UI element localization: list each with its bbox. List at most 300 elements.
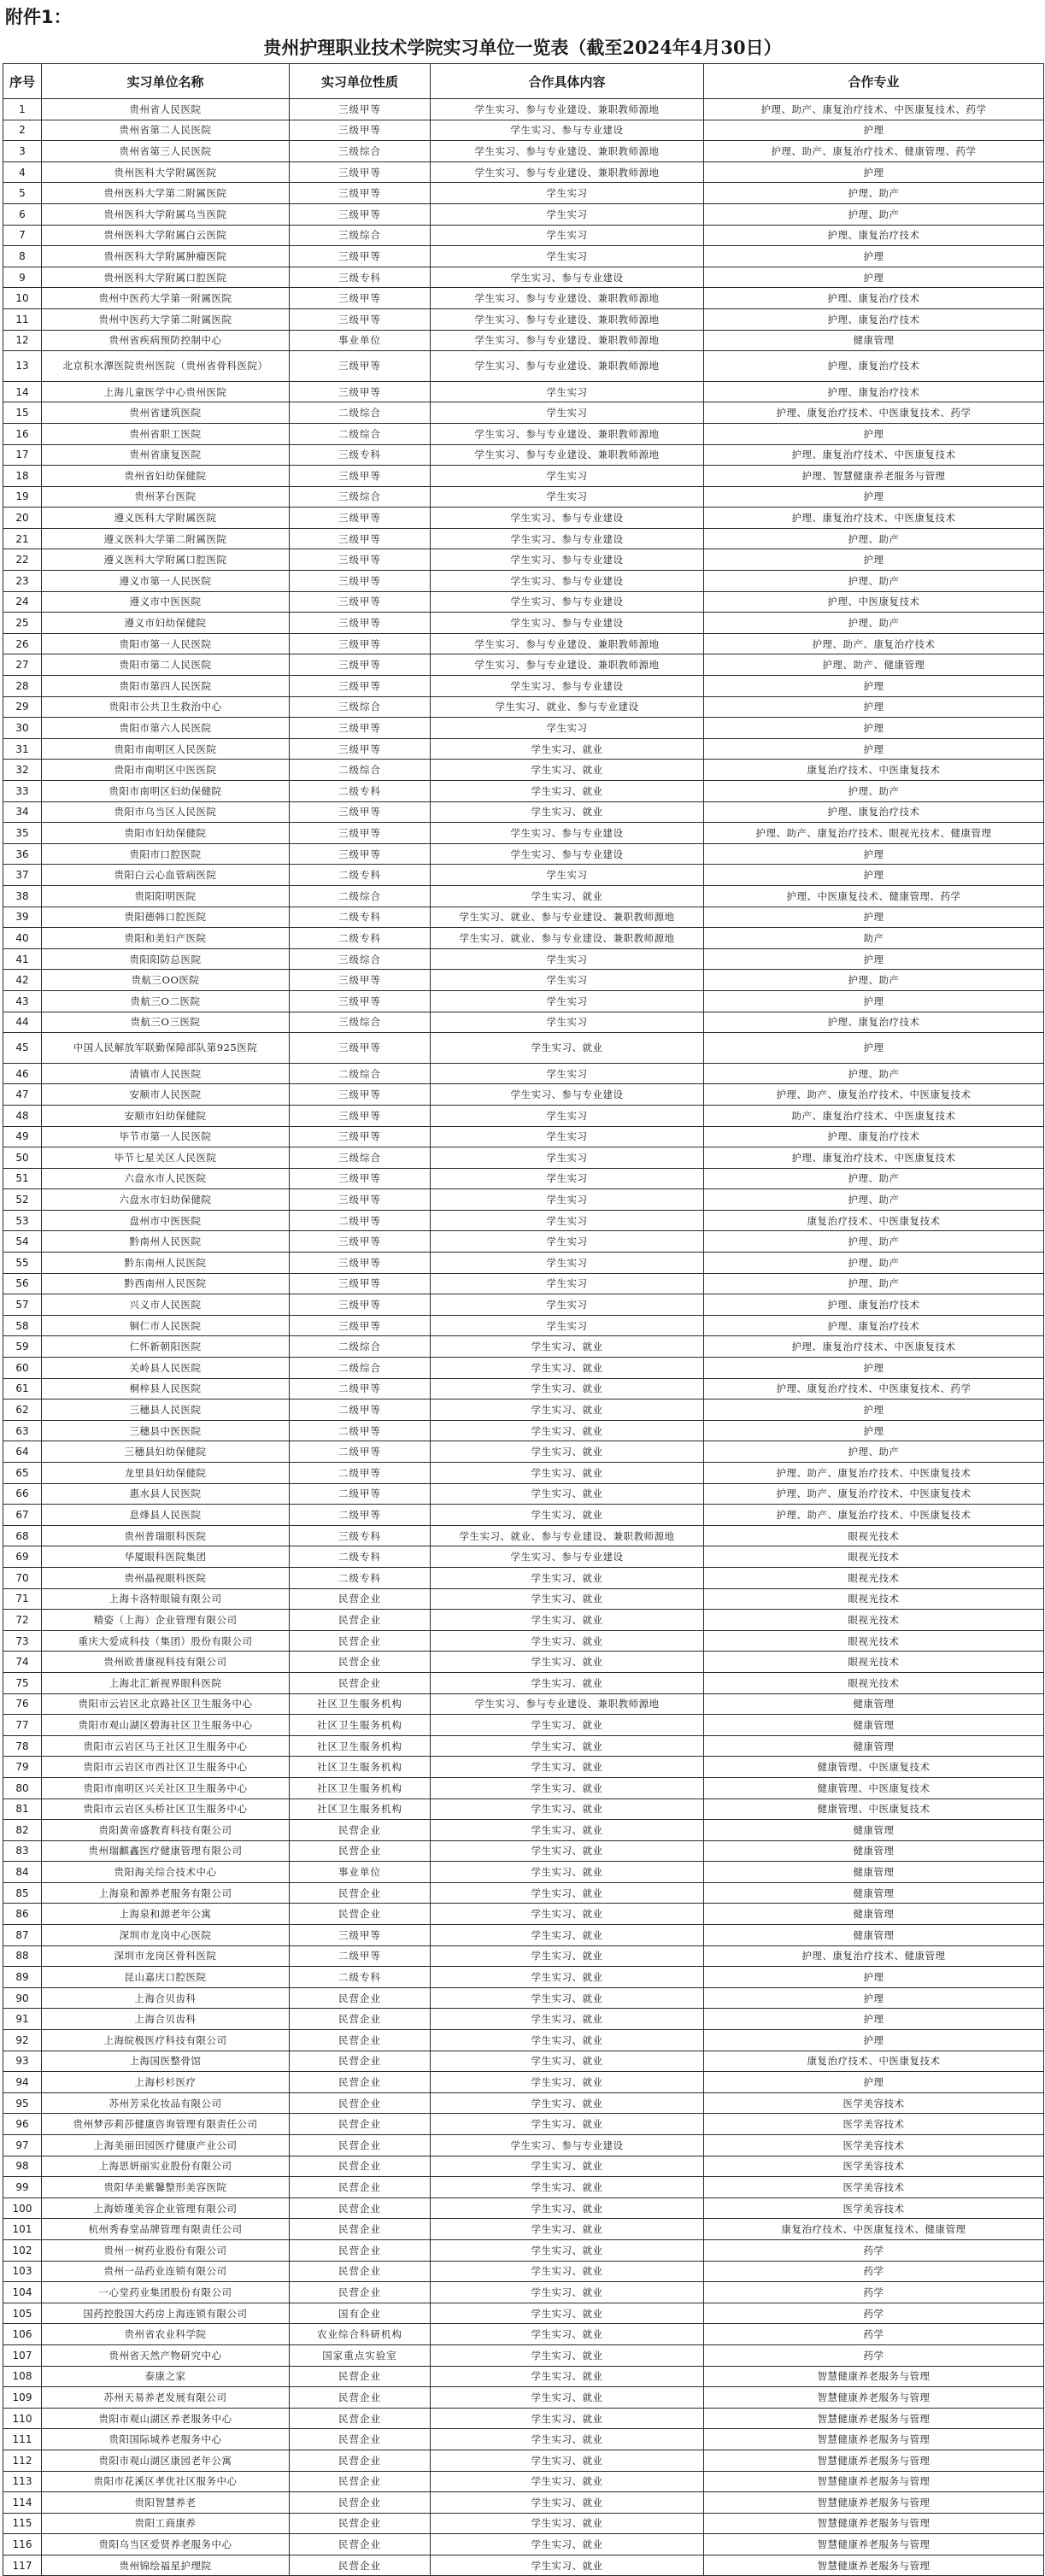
cooperation-content: 学生实习、参与专业建设: [431, 591, 704, 613]
unit-type: 三级甲等: [290, 1925, 431, 1946]
unit-type: 三级综合: [290, 225, 431, 246]
row-number: 32: [3, 760, 42, 781]
row-number: 18: [3, 466, 42, 487]
row-number: 82: [3, 1820, 42, 1841]
row-number: 80: [3, 1777, 42, 1799]
table-row: [3, 2324, 1044, 2345]
unit-type: 社区卫生服务机构: [290, 1757, 431, 1778]
cooperation-major: 护理、助产、康复治疗技术、健康管理、药学: [704, 141, 1044, 162]
table-row: [3, 2051, 1044, 2072]
row-number: 54: [3, 1231, 42, 1253]
row-number: 49: [3, 1126, 42, 1147]
table-row: [3, 2261, 1044, 2282]
cooperation-content: 学生实习、就业: [431, 2072, 704, 2093]
unit-name: 贵阳国际城养老服务中心: [42, 2429, 290, 2450]
unit-name: 上海合贝齿科: [42, 2009, 290, 2030]
unit-name: 贵阳华美紫馨整形美容医院: [42, 2177, 290, 2198]
row-number: 23: [3, 571, 42, 592]
table-row: [3, 308, 1044, 330]
cooperation-content: 学生实习、就业: [431, 1757, 704, 1778]
cooperation-major: 药学: [704, 2324, 1044, 2345]
cooperation-content: 学生实习: [431, 1126, 704, 1147]
unit-name: 贵阳市云岩区市西社区卫生服务中心: [42, 1757, 290, 1778]
cooperation-major: 护理: [704, 865, 1044, 886]
unit-name: 上海合贝齿科: [42, 1987, 290, 2009]
unit-type: 三级甲等: [290, 183, 431, 204]
unit-name: 贵州省疾病预防控制中心: [42, 330, 290, 351]
cooperation-major: 智慧健康养老服务与管理: [704, 2492, 1044, 2514]
unit-name: 贵州省人民医院: [42, 99, 290, 120]
unit-name: 贵阳市南明区中医医院: [42, 760, 290, 781]
unit-type: 社区卫生服务机构: [290, 1735, 431, 1757]
row-number: 39: [3, 907, 42, 928]
unit-type: 民营企业: [290, 1672, 431, 1693]
cooperation-major: 药学: [704, 2239, 1044, 2261]
table-row: [3, 1105, 1044, 1126]
cooperation-content: 学生实习、就业: [431, 2177, 704, 2198]
cooperation-major: 健康管理、中医康复技术: [704, 1757, 1044, 1778]
cooperation-content: 学生实习: [431, 183, 704, 204]
table-row: [3, 1399, 1044, 1421]
table-row: [3, 1967, 1044, 1988]
cooperation-content: 学生实习、就业: [431, 2324, 704, 2345]
header-no: 序号: [3, 64, 42, 99]
cooperation-content: 学生实习、就业: [431, 1033, 704, 1064]
cooperation-content: 学生实习: [431, 381, 704, 402]
unit-type: 三级甲等: [290, 99, 431, 120]
unit-name: 贵州医科大学附属乌当医院: [42, 203, 290, 225]
row-number: 69: [3, 1546, 42, 1568]
unit-type: 二级综合: [290, 1063, 431, 1084]
unit-name: 贵阳市南明区人民医院: [42, 738, 290, 760]
unit-name: 贵阳市花溪区孝优社区服务中心: [42, 2471, 290, 2492]
table-row: [3, 1652, 1044, 1673]
cooperation-major: 护理: [704, 267, 1044, 288]
row-number: 21: [3, 528, 42, 549]
cooperation-major: 健康管理: [704, 330, 1044, 351]
cooperation-major: 智慧健康养老服务与管理: [704, 2408, 1044, 2429]
cooperation-content: 学生实习: [431, 718, 704, 739]
unit-type: 民营企业: [290, 2177, 431, 2198]
row-number: 16: [3, 423, 42, 444]
cooperation-content: 学生实习、参与专业建设: [431, 676, 704, 697]
unit-type: 二级综合: [290, 1336, 431, 1358]
row-number: 40: [3, 928, 42, 949]
row-number: 66: [3, 1483, 42, 1505]
cooperation-major: 医学美容技术: [704, 2156, 1044, 2177]
row-number: 65: [3, 1463, 42, 1484]
cooperation-major: 护理、助产、康复治疗技术、中医康复技术: [704, 1463, 1044, 1484]
cooperation-major: 护理、助产: [704, 1253, 1044, 1274]
cooperation-major: 眼视光技术: [704, 1588, 1044, 1610]
unit-type: 民营企业: [290, 2219, 431, 2240]
cooperation-major: 护理、助产、康复治疗技术、中医康复技术: [704, 1084, 1044, 1106]
cooperation-content: 学生实习、就业: [431, 2051, 704, 2072]
table-row: [3, 970, 1044, 991]
unit-name: 精姿（上海）企业管理有限公司: [42, 1610, 290, 1631]
unit-name: 贵阳乌当区爱贤养老服务中心: [42, 2534, 290, 2555]
cooperation-major: 助产、康复治疗技术、中医康复技术: [704, 1105, 1044, 1126]
table-row: [3, 1735, 1044, 1757]
cooperation-content: 学生实习、就业、参与专业建设、兼职教师源地: [431, 928, 704, 949]
row-number: 115: [3, 2513, 42, 2534]
cooperation-major: 护理、助产: [704, 1168, 1044, 1189]
table-row: [3, 718, 1044, 739]
unit-type: 民营企业: [290, 1987, 431, 2009]
cooperation-content: 学生实习、参与专业建设: [431, 1084, 704, 1106]
cooperation-major: 眼视光技术: [704, 1610, 1044, 1631]
unit-type: 三级甲等: [290, 738, 431, 760]
row-number: 114: [3, 2492, 42, 2514]
cooperation-major: 医学美容技术: [704, 2177, 1044, 2198]
row-number: 109: [3, 2387, 42, 2409]
table-row: [3, 907, 1044, 928]
cooperation-content: 学生实习、就业: [431, 2408, 704, 2429]
cooperation-content: 学生实习: [431, 1063, 704, 1084]
row-number: 87: [3, 1925, 42, 1946]
table-row: [3, 1546, 1044, 1568]
row-number: 103: [3, 2261, 42, 2282]
unit-name: 贵州省职工医院: [42, 423, 290, 444]
cooperation-major: 护理、助产、健康管理: [704, 654, 1044, 676]
cooperation-content: 学生实习: [431, 1253, 704, 1274]
table-row: [3, 351, 1044, 382]
row-number: 77: [3, 1715, 42, 1736]
cooperation-content: 学生实习: [431, 246, 704, 267]
unit-name: 一心堂药业集团股份有限公司: [42, 2282, 290, 2303]
row-number: 3: [3, 141, 42, 162]
table-row: [3, 2344, 1044, 2366]
cooperation-content: 学生实习、参与专业建设、兼职教师源地: [431, 308, 704, 330]
cooperation-content: 学生实习、参与专业建设: [431, 267, 704, 288]
cooperation-major: 药学: [704, 2303, 1044, 2324]
table-row: [3, 1904, 1044, 1925]
cooperation-content: 学生实习、参与专业建设: [431, 2135, 704, 2156]
row-number: 68: [3, 1525, 42, 1546]
row-number: 96: [3, 2114, 42, 2135]
unit-name: 安顺市人民医院: [42, 1084, 290, 1106]
unit-name: 六盘水市人民医院: [42, 1168, 290, 1189]
table-row: [3, 1945, 1044, 1967]
cooperation-content: 学生实习、就业: [431, 1715, 704, 1736]
cooperation-content: 学生实习: [431, 1273, 704, 1294]
row-number: 117: [3, 2555, 42, 2576]
unit-name: 贵州医科大学附属肿瘤医院: [42, 246, 290, 267]
cooperation-content: 学生实习、就业: [431, 1420, 704, 1441]
table-row: [3, 948, 1044, 970]
unit-type: 三级甲等: [290, 843, 431, 865]
cooperation-major: 健康管理、中医康复技术: [704, 1777, 1044, 1799]
cooperation-content: 学生实习: [431, 1315, 704, 1336]
row-number: 53: [3, 1210, 42, 1231]
cooperation-major: 医学美容技术: [704, 2114, 1044, 2135]
cooperation-major: 护理: [704, 246, 1044, 267]
cooperation-content: 学生实习、就业: [431, 1945, 704, 1967]
row-number: 92: [3, 2030, 42, 2051]
unit-type: 社区卫生服务机构: [290, 1777, 431, 1799]
internship-units-table: [3, 63, 1044, 2576]
unit-type: 三级甲等: [290, 1231, 431, 1253]
cooperation-major: 护理、助产: [704, 1273, 1044, 1294]
cooperation-major: 眼视光技术: [704, 1652, 1044, 1673]
row-number: 83: [3, 1840, 42, 1862]
cooperation-content: 学生实习: [431, 486, 704, 508]
unit-type: 三级综合: [290, 948, 431, 970]
cooperation-major: 康复治疗技术、中医康复技术、健康管理: [704, 2219, 1044, 2240]
cooperation-major: 护理、助产、康复治疗技术、中医康复技术、药学: [704, 99, 1044, 120]
cooperation-major: 智慧健康养老服务与管理: [704, 2450, 1044, 2471]
cooperation-content: 学生实习: [431, 865, 704, 886]
table-row: [3, 1505, 1044, 1526]
unit-name: 贵阳市第六人民医院: [42, 718, 290, 739]
unit-name: 苏州芳采化妆品有限公司: [42, 2092, 290, 2114]
table-row: [3, 1253, 1044, 1274]
cooperation-major: 护理: [704, 696, 1044, 718]
unit-type: 二级综合: [290, 1358, 431, 1379]
cooperation-content: 学生实习、参与专业建设: [431, 549, 704, 571]
unit-type: 三级甲等: [290, 1168, 431, 1189]
cooperation-content: 学生实习、就业: [431, 1610, 704, 1631]
row-number: 88: [3, 1945, 42, 1967]
cooperation-content: 学生实习: [431, 203, 704, 225]
cooperation-content: 学生实习、就业: [431, 1630, 704, 1652]
row-number: 8: [3, 246, 42, 267]
cooperation-major: 药学: [704, 2261, 1044, 2282]
cooperation-content: 学生实习、就业: [431, 2156, 704, 2177]
unit-name: 上海思妍丽实业股份有限公司: [42, 2156, 290, 2177]
cooperation-major: 护理、助产: [704, 781, 1044, 802]
cooperation-content: 学生实习、参与专业建设: [431, 508, 704, 529]
row-number: 31: [3, 738, 42, 760]
cooperation-major: 护理、康复治疗技术: [704, 308, 1044, 330]
table-row: [3, 2009, 1044, 2030]
unit-name: 贵州锦绘福星护理院: [42, 2555, 290, 2576]
unit-name: 贵阳海关综合技术中心: [42, 1862, 290, 1883]
row-number: 13: [3, 351, 42, 382]
row-number: 22: [3, 549, 42, 571]
row-number: 34: [3, 801, 42, 823]
table-row: [3, 1840, 1044, 1862]
unit-type: 三级甲等: [290, 1315, 431, 1336]
unit-name: 上海儿童医学中心贵州医院: [42, 381, 290, 402]
table-row: [3, 2135, 1044, 2156]
unit-type: 民营企业: [290, 2239, 431, 2261]
table-row: [3, 549, 1044, 571]
cooperation-content: 学生实习、参与专业建设: [431, 571, 704, 592]
unit-name: 铜仁市人民医院: [42, 1315, 290, 1336]
cooperation-content: 学生实习、就业: [431, 760, 704, 781]
table-row: [3, 633, 1044, 654]
cooperation-content: 学生实习、就业: [431, 738, 704, 760]
unit-type: 二级甲等: [290, 1505, 431, 1526]
unit-name: 毕节七星关区人民医院: [42, 1147, 290, 1169]
unit-type: 三级甲等: [290, 246, 431, 267]
unit-name: 六盘水市妇幼保健院: [42, 1189, 290, 1211]
table-row: [3, 1672, 1044, 1693]
cooperation-major: 护理、助产、康复治疗技术、眼视光技术、健康管理: [704, 823, 1044, 844]
row-number: 6: [3, 203, 42, 225]
cooperation-content: 学生实习、就业: [431, 1967, 704, 1988]
row-number: 25: [3, 613, 42, 634]
cooperation-major: 眼视光技术: [704, 1630, 1044, 1652]
cooperation-content: 学生实习、就业: [431, 1378, 704, 1399]
row-number: 62: [3, 1399, 42, 1421]
cooperation-major: 护理、中医康复技术: [704, 591, 1044, 613]
row-number: 84: [3, 1862, 42, 1883]
row-number: 42: [3, 970, 42, 991]
cooperation-major: 智慧健康养老服务与管理: [704, 2366, 1044, 2387]
unit-name: 黔东南州人民医院: [42, 1253, 290, 1274]
table-row: [3, 591, 1044, 613]
row-number: 75: [3, 1672, 42, 1693]
unit-type: 二级专科: [290, 907, 431, 928]
cooperation-major: 护理、康复治疗技术、中医康复技术、药学: [704, 402, 1044, 424]
cooperation-major: 眼视光技术: [704, 1567, 1044, 1588]
unit-type: 民营企业: [290, 2471, 431, 2492]
table-row: [3, 1294, 1044, 1316]
unit-name: 贵阳德韩口腔医院: [42, 907, 290, 928]
table-row: [3, 423, 1044, 444]
table-row: [3, 865, 1044, 886]
header-unit-name: 实习单位名称: [42, 64, 290, 99]
row-number: 73: [3, 1630, 42, 1652]
unit-type: 三级甲等: [290, 571, 431, 592]
row-number: 51: [3, 1168, 42, 1189]
unit-name: 泰康之家: [42, 2366, 290, 2387]
unit-name: 上海美丽田园医疗健康产业公司: [42, 2135, 290, 2156]
cooperation-major: 护理: [704, 2072, 1044, 2093]
unit-name: 三穗县妇幼保健院: [42, 1441, 290, 1463]
unit-name: 三穗县中医医院: [42, 1420, 290, 1441]
unit-type: 三级综合: [290, 1147, 431, 1169]
unit-type: 国有企业: [290, 2303, 431, 2324]
table-row: [3, 1315, 1044, 1336]
cooperation-major: 药学: [704, 2282, 1044, 2303]
row-number: 90: [3, 1987, 42, 2009]
row-number: 38: [3, 885, 42, 907]
header-cooperation-major: 合作专业: [704, 64, 1044, 99]
table-row: [3, 1862, 1044, 1883]
table-row: [3, 1358, 1044, 1379]
row-number: 17: [3, 444, 42, 466]
unit-name: 重庆大爱成科技（集团）股份有限公司: [42, 1630, 290, 1652]
table-row: [3, 2471, 1044, 2492]
unit-type: 民营企业: [290, 2429, 431, 2450]
cooperation-major: 护理、康复治疗技术: [704, 1012, 1044, 1033]
cooperation-content: 学生实习、参与专业建设: [431, 613, 704, 634]
cooperation-major: 护理: [704, 1399, 1044, 1421]
unit-name: 桐梓县人民医院: [42, 1378, 290, 1399]
cooperation-major: 康复治疗技术、中医康复技术: [704, 760, 1044, 781]
table-row: [3, 1147, 1044, 1169]
unit-type: 二级综合: [290, 423, 431, 444]
cooperation-content: 学生实习、参与专业建设、兼职教师源地: [431, 99, 704, 120]
cooperation-content: 学生实习、参与专业建设、兼职教师源地: [431, 444, 704, 466]
cooperation-content: 学生实习、就业: [431, 2261, 704, 2282]
unit-name: 盘州市中医医院: [42, 1210, 290, 1231]
unit-name: 华厦眼科医院集团: [42, 1546, 290, 1568]
cooperation-major: 护理、助产、康复治疗技术、中医康复技术: [704, 1483, 1044, 1505]
cooperation-content: 学生实习、就业: [431, 1463, 704, 1484]
row-number: 37: [3, 865, 42, 886]
unit-type: 二级专科: [290, 865, 431, 886]
unit-name: 贵航三OO医院: [42, 970, 290, 991]
unit-name: 贵阳市观山湖区碧海社区卫生服务中心: [42, 1715, 290, 1736]
unit-name: 上海皖极医疗科技有限公司: [42, 2030, 290, 2051]
cooperation-major: 护理: [704, 2030, 1044, 2051]
unit-type: 三级甲等: [290, 1084, 431, 1106]
cooperation-content: 学生实习: [431, 1294, 704, 1316]
row-number: 26: [3, 633, 42, 654]
cooperation-major: 药学: [704, 2344, 1044, 2366]
unit-name: 贵州晶视眼科医院: [42, 1567, 290, 1588]
table-row: [3, 2513, 1044, 2534]
unit-name: 贵州省天然产物研究中心: [42, 2344, 290, 2366]
row-number: 101: [3, 2219, 42, 2240]
cooperation-major: 护理、助产: [704, 970, 1044, 991]
table-row: [3, 1012, 1044, 1033]
unit-name: 遵义医科大学附属口腔医院: [42, 549, 290, 571]
unit-name: 贵阳市第二人民医院: [42, 654, 290, 676]
unit-name: 贵阳市妇幼保健院: [42, 823, 290, 844]
cooperation-content: 学生实习、就业: [431, 2009, 704, 2030]
cooperation-major: 护理、助产: [704, 203, 1044, 225]
unit-name: 黔西南州人民医院: [42, 1273, 290, 1294]
unit-name: 安顺市妇幼保健院: [42, 1105, 290, 1126]
unit-name: 贵阳阳明医院: [42, 885, 290, 907]
unit-type: 三级甲等: [290, 1294, 431, 1316]
table-row: [3, 801, 1044, 823]
table-row: [3, 528, 1044, 549]
cooperation-content: 学生实习、就业: [431, 1820, 704, 1841]
table-row: [3, 571, 1044, 592]
unit-type: 民营企业: [290, 1820, 431, 1841]
table-row: [3, 2282, 1044, 2303]
unit-type: 二级甲等: [290, 1399, 431, 1421]
row-number: 27: [3, 654, 42, 676]
table-row: [3, 2198, 1044, 2219]
unit-name: 贵阳工商康养: [42, 2513, 290, 2534]
table-row: [3, 2387, 1044, 2409]
cooperation-content: 学生实习、就业: [431, 1672, 704, 1693]
unit-type: 民营企业: [290, 2009, 431, 2030]
cooperation-content: 学生实习、参与专业建设、兼职教师源地: [431, 330, 704, 351]
row-number: 105: [3, 2303, 42, 2324]
cooperation-content: 学生实习、参与专业建设: [431, 120, 704, 141]
unit-type: 民营企业: [290, 2534, 431, 2555]
document-title: 贵州护理职业技术学院实习单位一览表（截至2024年4月30日）: [263, 37, 782, 58]
cooperation-major: 眼视光技术: [704, 1525, 1044, 1546]
cooperation-content: 学生实习、就业: [431, 1904, 704, 1925]
cooperation-content: 学生实习、参与专业建设、兼职教师源地: [431, 423, 704, 444]
table-row: [3, 120, 1044, 141]
cooperation-major: 护理: [704, 676, 1044, 697]
table-row: [3, 1799, 1044, 1820]
cooperation-major: 护理: [704, 907, 1044, 928]
unit-type: 二级专科: [290, 1546, 431, 1568]
unit-name: 贵州普瑞眼科医院: [42, 1525, 290, 1546]
cooperation-content: 学生实习、就业: [431, 2219, 704, 2240]
row-number: 9: [3, 267, 42, 288]
cooperation-content: 学生实习、就业: [431, 2303, 704, 2324]
unit-type: 三级综合: [290, 696, 431, 718]
cooperation-major: 护理、康复治疗技术: [704, 288, 1044, 309]
row-number: 113: [3, 2471, 42, 2492]
unit-name: 贵阳市第四人民医院: [42, 676, 290, 697]
cooperation-content: 学生实习、就业: [431, 2030, 704, 2051]
cooperation-major: 护理、助产: [704, 183, 1044, 204]
row-number: 55: [3, 1253, 42, 1274]
